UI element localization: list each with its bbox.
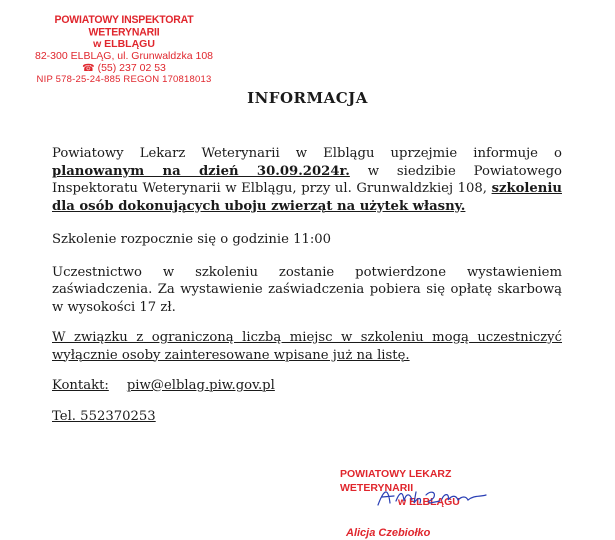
phone-icon: ☎ [82,63,95,75]
contact-label: Kontakt: [52,378,109,393]
contact-email-link[interactable]: piw@elblag.piw.gov.pl [126,378,275,393]
document-body [52,145,562,425]
contact-row [52,377,562,395]
document-title: INFORMACJA [247,89,368,107]
limited-places-text: W związku z ograniczoną liczbą miejsc w szkoleniu mogą uczestniczyć wyłącznie osoby zainteresowane wpisane już na listę. [52,330,562,363]
paragraph-announcement [52,145,562,215]
handwritten-signature [370,483,500,513]
stamp-line-city: w ELBLĄGU [93,38,155,51]
announcement-intro: Powiatowy Lekarz Weterynarii w Elblągu uprzejmie informuje o [52,146,562,161]
vet-stamp-name: Alicja Czebiołko [346,527,431,539]
paragraph-limited-places [52,329,562,364]
phone-number: Tel. 552370253 [52,408,156,424]
vet-stamp-title: POWIATOWY LEKARZ WETERYNARII [340,468,452,494]
paragraph-start-time: Szkolenie rozpocznie się o godzinie 11:00 [52,232,332,247]
stamp-line-nip-regon: NIP 578-25-24-885 REGON 170818013 [36,73,212,85]
stamp-line-phone [24,62,224,75]
inspectorate-stamp [24,14,224,86]
announcement-location: w siedzibie Powiatowego Inspektoratu Weterynarii w Elblągu, przy ul. Grunwaldzkiej 108, [52,163,562,196]
paragraph-certificate-fee: Uczestnictwo w szkoleniu zostanie potwierdzone wystawieniem zaświadczenia. Za wystawienie zaświadczenia pobiera się opłatę skarbową w wysokości 17 zł. [52,264,562,315]
stamp-phone-number: (55) 237 02 53 [97,62,166,75]
announcement-date: planowanym na dzień 30.09.2024r. [52,163,350,179]
announcement-training-topic: szkoleniu dla osób dokonujących uboju zwierząt na użytek własny. [52,181,562,214]
vet-stamp-city: w ELBLĄGU [398,496,460,508]
stamp-line-institution: POWIATOWY INSPEKTORAT WETERYNARII [54,13,194,39]
stamp-line-address: 82-300 ELBLĄG, ul. Grunwaldzka 108 [34,50,214,63]
